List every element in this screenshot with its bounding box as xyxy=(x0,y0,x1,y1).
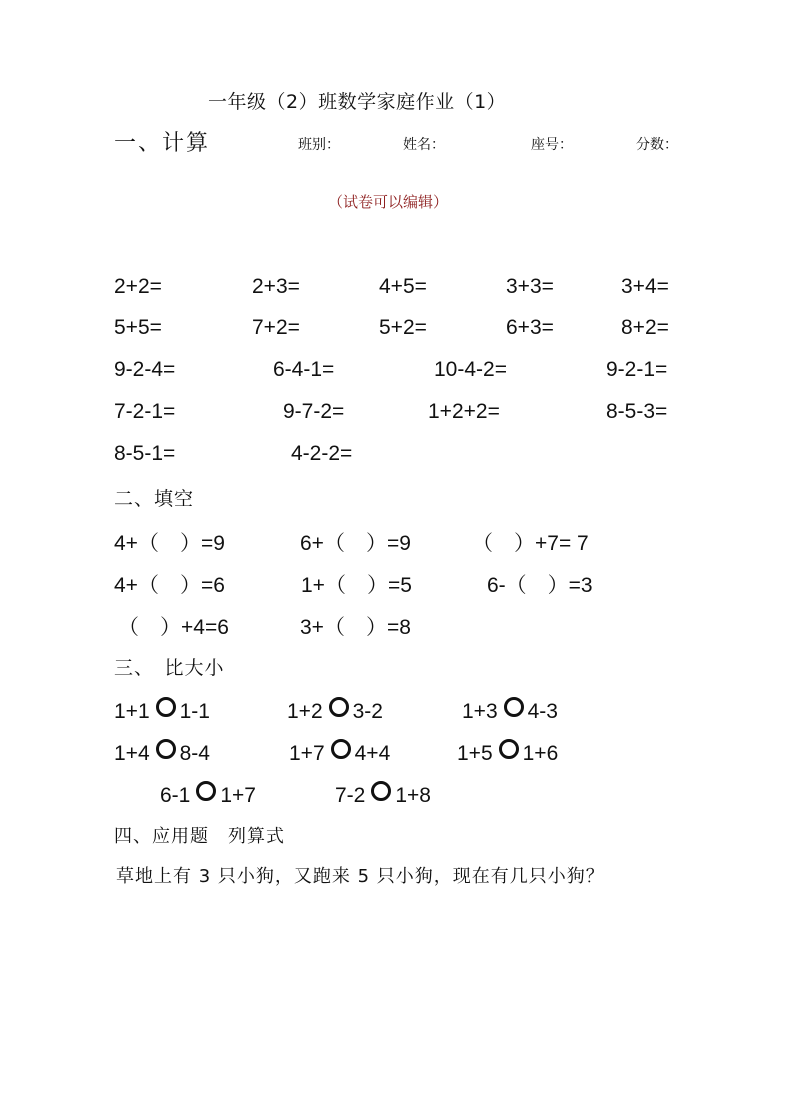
compare-right: 1+8 xyxy=(395,784,431,807)
compare-left: 1+1 xyxy=(114,700,150,723)
score-label: 分数： xyxy=(636,137,678,153)
compare-right: 3-2 xyxy=(352,700,383,723)
blank-circle-icon xyxy=(371,781,391,801)
calc-problem: 6-4-1= xyxy=(273,358,335,381)
compare-item xyxy=(289,739,390,766)
calc-problem: 8-5-3= xyxy=(606,400,668,423)
blank-circle-icon xyxy=(331,739,351,759)
calc-problem: 9-2-1= xyxy=(606,358,668,381)
calc-problem: 3+3= xyxy=(506,275,554,298)
compare-left: 1+5 xyxy=(457,742,493,765)
compare-left: 1+7 xyxy=(289,742,325,765)
compare-right: 1+6 xyxy=(522,742,559,765)
fill-problem: 4+（ ）=9 xyxy=(114,532,225,555)
fill-problem: 3+（ ）=8 xyxy=(300,616,411,639)
blank-circle-icon xyxy=(499,739,519,759)
section-calc-title: 一、计算 xyxy=(114,131,211,156)
word-problem-question: 草地上有 3 只小狗，又跑来 5 只小狗，现在有几只小狗？ xyxy=(116,866,605,887)
name-label: 姓名： xyxy=(403,137,445,153)
section-compare-title: 三、 比大小 xyxy=(114,657,225,679)
compare-left: 7-2 xyxy=(335,784,366,807)
calc-problem: 4-2-2= xyxy=(291,442,353,465)
compare-left: 1+4 xyxy=(114,742,150,765)
compare-left: 1+2 xyxy=(287,700,323,723)
compare-right: 1+7 xyxy=(220,784,256,807)
section-word-title: 四、应用题 列算式 xyxy=(114,826,285,847)
fill-problem: 6-（ ）=3 xyxy=(487,574,593,597)
fill-problem: （ ）+7= 7 xyxy=(472,532,589,555)
calc-problem: 1+2+2= xyxy=(428,400,500,423)
compare-item xyxy=(462,697,558,724)
calc-problem: 2+3= xyxy=(252,275,300,298)
compare-item xyxy=(457,739,558,766)
calc-problem: 6+3= xyxy=(506,316,554,339)
calc-problem: 2+2= xyxy=(114,275,162,298)
compare-right: 4+4 xyxy=(354,742,391,765)
seat-label: 座号： xyxy=(531,137,573,153)
calc-problem: 4+5= xyxy=(379,275,427,298)
compare-item xyxy=(287,697,383,724)
compare-left: 6-1 xyxy=(160,784,191,807)
compare-right: 8-4 xyxy=(179,742,210,765)
calc-problem: 7-2-1= xyxy=(114,400,176,423)
fill-problem: 4+（ ）=6 xyxy=(114,574,225,597)
blank-circle-icon xyxy=(156,697,176,717)
class-label: 班别： xyxy=(298,137,340,153)
compare-right: 4-3 xyxy=(527,700,558,723)
calc-problem: 8+2= xyxy=(621,316,669,339)
editable-note: （试卷可以编辑） xyxy=(328,193,449,211)
calc-problem: 10-4-2= xyxy=(434,358,507,381)
section-fill-title: 二、填空 xyxy=(114,488,195,510)
blank-circle-icon xyxy=(156,739,176,759)
calc-problem: 9-7-2= xyxy=(283,400,345,423)
fill-problem: 1+（ ）=5 xyxy=(301,574,412,597)
calc-problem: 5+5= xyxy=(114,316,162,339)
blank-circle-icon xyxy=(329,697,349,717)
fill-problem: 6+（ ）=9 xyxy=(300,532,411,555)
blank-circle-icon xyxy=(196,781,216,801)
calc-problem: 8-5-1= xyxy=(114,442,176,465)
compare-right: 1-1 xyxy=(179,700,210,723)
compare-item xyxy=(335,781,431,808)
compare-left: 1+3 xyxy=(462,700,498,723)
calc-problem: 5+2= xyxy=(379,316,427,339)
page-title: 一年级（2）班数学家庭作业（1） xyxy=(208,91,507,113)
calc-problem: 3+4= xyxy=(621,275,669,298)
blank-circle-icon xyxy=(504,697,524,717)
calc-problem: 7+2= xyxy=(252,316,300,339)
compare-item xyxy=(160,781,256,808)
fill-problem: （ ）+4=6 xyxy=(118,616,229,639)
compare-item xyxy=(114,697,210,724)
compare-item xyxy=(114,739,210,766)
calc-problem: 9-2-4= xyxy=(114,358,176,381)
